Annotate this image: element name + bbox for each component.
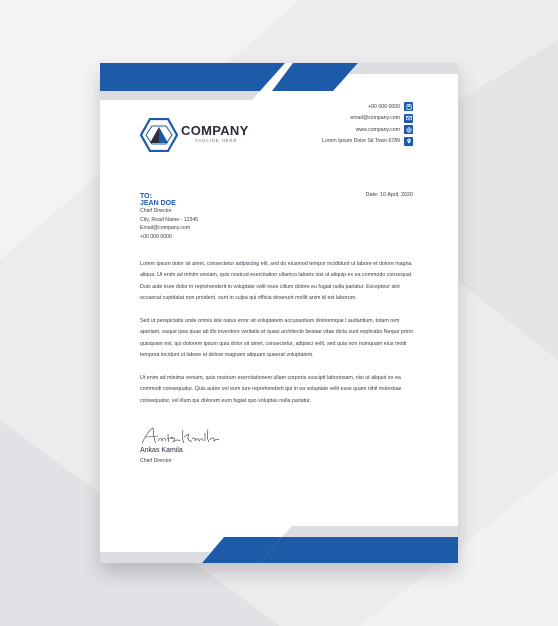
signer-title: Chief Director — [140, 458, 172, 464]
company-tagline: TAGLINE HERE — [195, 138, 238, 143]
recipient-email: Email@company.com — [140, 225, 191, 232]
contact-email: email@company.com — [322, 113, 413, 125]
recipient-address: City, Road Name - 12345 — [140, 216, 199, 223]
recipient-name: JEAN DOE — [140, 200, 176, 207]
recipient-block — [140, 193, 198, 241]
contact-block — [322, 101, 413, 147]
handwritten-signature — [140, 425, 220, 447]
hexagon-logo-icon — [140, 118, 178, 152]
email-icon — [404, 114, 413, 123]
to-label: TO: — [140, 193, 152, 200]
body-paragraph-2: Sed ut perspiciatis unde omnis iste natus error sit voluptatem accusantium doloremque l audantium, totam rem aperiam, eaque ipsa quae ab illo inventore veritatis et quasi architecto beatae vitae dicta sunt explicabo Neque porro quisquam est, qui dolorem ipsum quia dolor sit amet, consectetur, adipisci velit, sed quia non numquam eius modi tempora incidunt ut labore et dolore magnam aliquam quaerat voluptatem. — [140, 318, 414, 359]
globe-icon — [404, 125, 413, 134]
location-icon — [404, 137, 413, 146]
signer-name: Ankas Kamila — [140, 447, 183, 454]
contact-phone: +00 000 0000 — [322, 101, 413, 113]
contact-address: Lorem Ipsum Dolor Sit Town 6789 — [322, 136, 413, 148]
body-paragraph-1: Lorem ipsum dolor sit amet, consectetur adipiscing elit, sed do eiusmod tempor incididunt ut labore et dolore magna aliqua. Ut enim ad minim veniam, quis nostrud exercitation ullamco laboris nisi ut aliquip ex ea commodo consequat. Duis aute irure dolor in reprehenderit in voluptate velit esse cillum dolore eu fugiat nulla pariatur. Excepteur sint occaecat cupidatat non proident, sunt in culpa qui officia deserunt mollit anim id est laborum. — [140, 261, 413, 302]
recipient-title: Chief Director — [140, 208, 172, 214]
letter-date: Date: 10 April, 2020 — [365, 192, 413, 198]
phone-icon — [404, 102, 413, 111]
contact-website: www.company.com — [322, 124, 413, 136]
company-name: COMPANY — [181, 123, 249, 138]
body-paragraph-3: Ut enim ad minima veniam, quis nostrum exercitationem ullam corporis suscipit laboriosam, nisi ut aliquid ex ea commodi consequatur. Quis auten vel eum iure reprehenderit qui in ea voluptate velit esse quam nihil molestiae consequatur, vel illum qui dolorem eum fugiat quo voluptas nulla pariatur. — [140, 375, 402, 404]
letterhead-page — [100, 63, 458, 563]
recipient-phone: +00 000 0000 — [140, 233, 172, 240]
